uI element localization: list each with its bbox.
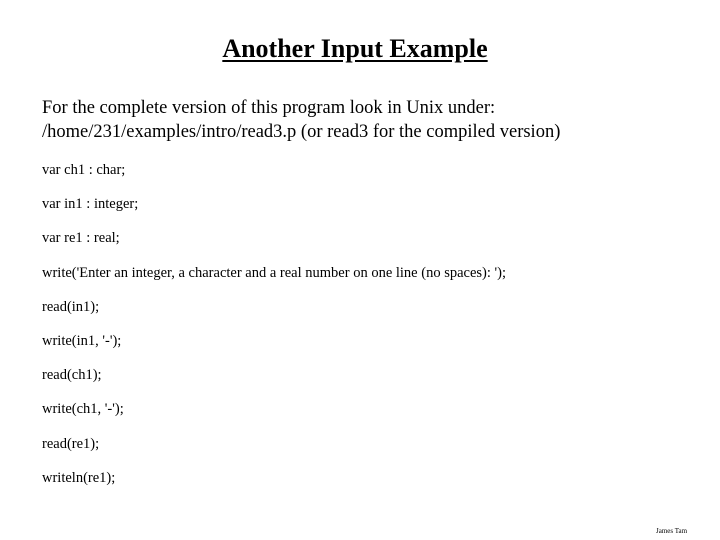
code-line-var-in1: var in1 : integer;: [42, 196, 139, 213]
code-line-write-ch1: write(ch1, '-');: [42, 401, 124, 418]
code-line-var-ch1: var ch1 : char;: [42, 162, 126, 178]
code-line-write-in1: write(in1, '-');: [42, 332, 122, 349]
code-line-writeln-re1: writeln(re1);: [42, 469, 116, 486]
author-footer: James Tam: [656, 527, 688, 535]
intro-line: For the complete version of this program look in Unix under:: [42, 98, 496, 118]
code-line-write-prompt: write('Enter an integer, a character and a real number on one line (no spaces): ');: [42, 264, 506, 281]
intro-text: [42, 96, 560, 144]
code-listing: [42, 158, 506, 500]
code-line-read-re1: read(re1);: [42, 435, 100, 452]
slide-title: Another Input Example: [222, 34, 488, 63]
intro-path-line: /home/231/examples/intro/read3.p (or read3 for the compiled version): [42, 122, 561, 142]
code-line-read-in1: read(in1);: [42, 298, 100, 315]
code-line-var-re1: var re1 : real;: [42, 230, 120, 247]
code-line-read-ch1: read(ch1);: [42, 367, 102, 384]
